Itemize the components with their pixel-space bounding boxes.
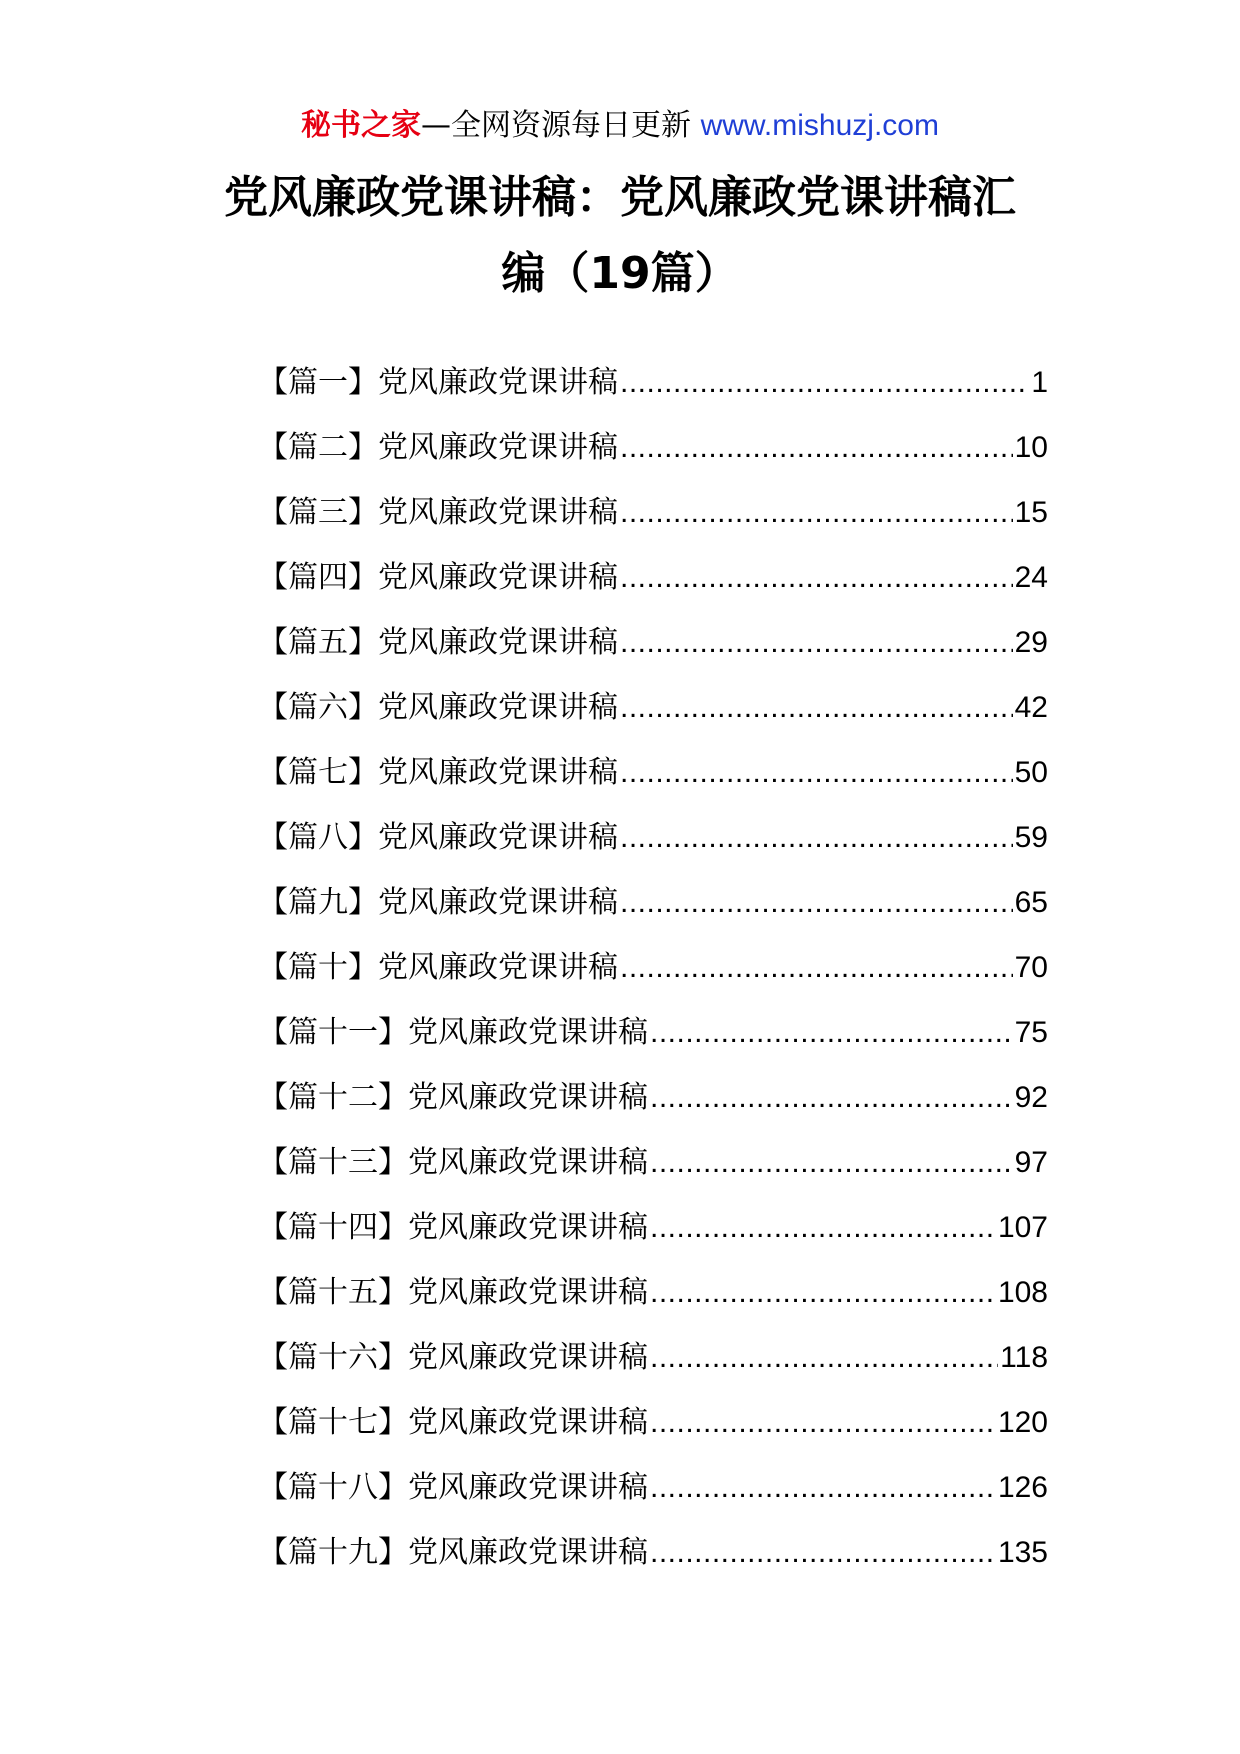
toc-dot-leader — [620, 618, 1013, 668]
toc-entry-page-number: 75 — [1014, 1016, 1048, 1049]
toc-entry-page-number: 108 — [997, 1276, 1048, 1309]
toc-entry[interactable] — [258, 423, 1048, 488]
toc-entry-label: 【篇十六】党风廉政党课讲稿 — [258, 1340, 648, 1375]
toc-entry[interactable] — [258, 748, 1048, 813]
toc-dot-leader — [620, 748, 1013, 798]
toc-entry[interactable] — [258, 1463, 1048, 1528]
toc-entry-page-number: 10 — [1014, 431, 1048, 464]
toc-entry[interactable] — [258, 943, 1048, 1008]
toc-entry[interactable] — [258, 813, 1048, 878]
toc-entry-label: 【篇九】党风廉政党课讲稿 — [258, 885, 618, 920]
toc-entry[interactable] — [258, 1073, 1048, 1138]
toc-entry[interactable] — [258, 1528, 1048, 1593]
toc-entry-page-number: 50 — [1014, 756, 1048, 789]
toc-entry-page-number: 120 — [997, 1406, 1048, 1439]
toc-entry-page-number: 24 — [1014, 561, 1048, 594]
toc-entry-page-number: 65 — [1014, 886, 1048, 919]
toc-entry-label: 【篇八】党风廉政党课讲稿 — [258, 820, 618, 855]
toc-dot-leader — [650, 1398, 996, 1448]
toc-entry[interactable] — [258, 553, 1048, 618]
toc-entry-label: 【篇十三】党风廉政党课讲稿 — [258, 1145, 648, 1180]
toc-entry-label: 【篇六】党风廉政党课讲稿 — [258, 690, 618, 725]
toc-dot-leader — [650, 1463, 996, 1513]
toc-dot-leader — [650, 1138, 1013, 1188]
toc-dot-leader — [650, 1333, 998, 1383]
toc-entry[interactable] — [258, 683, 1048, 748]
toc-entry-page-number: 1 — [1031, 366, 1048, 399]
title-line-1: 党风廉政党课讲稿：党风廉政党课讲稿汇 — [224, 172, 1016, 223]
toc-entry[interactable] — [258, 1268, 1048, 1333]
toc-dot-leader — [620, 878, 1013, 928]
toc-entry-page-number: 135 — [997, 1536, 1048, 1569]
toc-entry[interactable] — [258, 358, 1048, 423]
toc-entry-label: 【篇十五】党风廉政党课讲稿 — [258, 1275, 648, 1310]
toc-dot-leader — [620, 683, 1013, 733]
toc-dot-leader — [620, 553, 1013, 603]
toc-entry-page-number: 42 — [1014, 691, 1048, 724]
toc-dot-leader — [650, 1203, 996, 1253]
toc-entry-label: 【篇十七】党风廉政党课讲稿 — [258, 1405, 648, 1440]
toc-dot-leader — [650, 1268, 996, 1318]
toc-entry-label: 【篇十八】党风廉政党课讲稿 — [258, 1470, 648, 1505]
toc-entry-page-number: 97 — [1014, 1146, 1048, 1179]
document-title — [150, 160, 1090, 312]
toc-entry-label: 【篇七】党风廉政党课讲稿 — [258, 755, 618, 790]
toc-entry-label: 【篇三】党风廉政党课讲稿 — [258, 495, 618, 530]
table-of-contents — [258, 358, 1048, 1593]
toc-entry-page-number: 92 — [1014, 1081, 1048, 1114]
toc-entry-page-number: 70 — [1014, 951, 1048, 984]
toc-entry[interactable] — [258, 488, 1048, 553]
toc-entry-label: 【篇四】党风廉政党课讲稿 — [258, 560, 618, 595]
toc-entry-label: 【篇二】党风廉政党课讲稿 — [258, 430, 618, 465]
toc-entry[interactable] — [258, 1398, 1048, 1463]
toc-entry-label: 【篇十一】党风廉政党课讲稿 — [258, 1015, 648, 1050]
toc-entry-page-number: 15 — [1014, 496, 1048, 529]
toc-entry[interactable] — [258, 1008, 1048, 1073]
toc-entry-page-number: 59 — [1014, 821, 1048, 854]
toc-entry[interactable] — [258, 1203, 1048, 1268]
toc-entry[interactable] — [258, 1138, 1048, 1203]
toc-dot-leader — [650, 1528, 996, 1578]
toc-dot-leader — [620, 358, 1029, 408]
toc-dot-leader — [620, 488, 1013, 538]
toc-entry-label: 【篇十九】党风廉政党课讲稿 — [258, 1535, 648, 1570]
toc-entry-label: 【篇一】党风廉政党课讲稿 — [258, 365, 618, 400]
title-line-2: 编（19篇） — [501, 248, 739, 299]
brand-name: 秘书之家 — [301, 108, 422, 143]
toc-entry-label: 【篇十】党风廉政党课讲稿 — [258, 950, 618, 985]
toc-dot-leader — [650, 1008, 1013, 1058]
toc-entry[interactable] — [258, 878, 1048, 943]
toc-entry-label: 【篇十二】党风廉政党课讲稿 — [258, 1080, 648, 1115]
toc-dot-leader — [650, 1073, 1013, 1123]
toc-entry-page-number: 118 — [1000, 1341, 1048, 1374]
toc-entry-page-number: 126 — [997, 1471, 1048, 1504]
toc-entry-label: 【篇五】党风廉政党课讲稿 — [258, 625, 618, 660]
toc-entry-page-number: 29 — [1014, 626, 1048, 659]
toc-entry-label: 【篇十四】党风廉政党课讲稿 — [258, 1210, 648, 1245]
toc-dot-leader — [620, 423, 1013, 473]
toc-dot-leader — [620, 943, 1013, 993]
toc-dot-leader — [620, 813, 1013, 863]
site-url-link[interactable]: www.mishuzj.com — [700, 109, 939, 142]
toc-entry[interactable] — [258, 618, 1048, 683]
toc-entry-page-number: 107 — [997, 1211, 1048, 1244]
site-header — [0, 104, 1240, 148]
toc-entry[interactable] — [258, 1333, 1048, 1398]
site-slogan: —全网资源每日更新 — [421, 108, 692, 143]
